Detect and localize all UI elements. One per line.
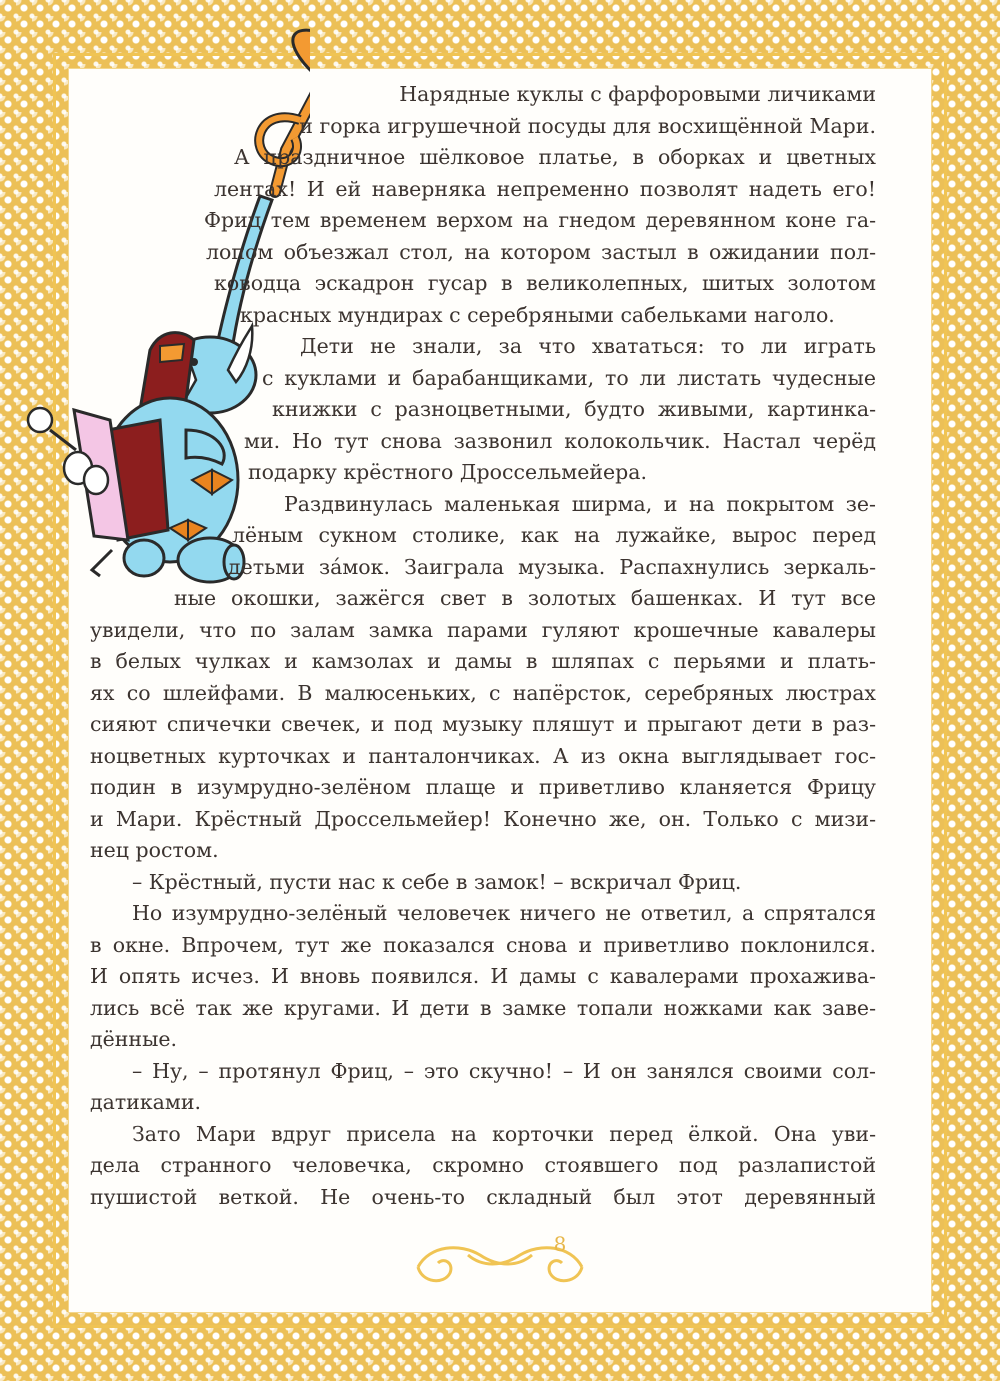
text-line: дела странного человечка, скромно стоявшего под разлапистой (90, 1153, 876, 1177)
text-line: Фриц тем временем верхом на гнедом деревянном коне га- (204, 208, 876, 232)
text-line: Раздвинулась маленькая ширма, и на покрытом зе- (284, 491, 876, 516)
text-line: красных мундирах с серебряными сабельками наголо. (240, 302, 835, 327)
text-line: А праздничное шёлковое платье, в оборках и цветных (234, 145, 876, 169)
text-line: книжки с разноцветными, будто живыми, картинка- (272, 397, 876, 421)
text-line: – Ну, – протянул Фриц, – это скучно! – И он занялся своими сол- (132, 1058, 876, 1083)
text-line: – Крёстный, пусти нас к себе в замок! – вскричал Фриц. (132, 869, 742, 894)
text-line: ные окошки, зажёгся свет в золотых башенках. И тут все (174, 586, 876, 610)
text-line: Дети не знали, за что хвататься: то ли играть (300, 334, 876, 358)
text-line: в окне. Впрочем, тут же показался снова и приветливо поклонился. (90, 932, 876, 957)
story-text (90, 79, 890, 1213)
text-line: детьми зáмок. Заиграла музыка. Распахнулись зеркаль- (228, 554, 876, 579)
text-line: И опять исчез. И вновь появился. И дамы с кавалерами прохажива- (90, 964, 876, 988)
page-number: 8 (553, 1232, 567, 1256)
text-line: датиками. (90, 1090, 202, 1114)
text-line: ноцветных курточках и панталончиках. А из окна выглядывает гос- (90, 743, 876, 768)
text-line: ководца эскадрон гусар в великолепных, шитых золотом (214, 271, 876, 295)
text-line: нец ростом. (90, 838, 219, 862)
text-line: лёным сукном столике, как на лужайке, вырос перед (232, 523, 876, 547)
text-line: и горка игрушечной посуды для восхищённой Мари. (299, 113, 876, 138)
text-line: подин в изумрудно-зелёном плаще и приветливо кланяется Фрицу (90, 775, 876, 799)
text-line: лопом объезжал стол, на котором застыл в ожидании пол- (206, 239, 876, 264)
text-line: сияют спичечки свечек, и под музыку пляшут и прыгают дети в раз- (90, 712, 876, 736)
text-line: увидели, что по залам замка парами гуляют крошечные кавалеры (90, 617, 876, 642)
text-line: ях со шлейфами. В малюсеньких, с напёрсток, серебряных люстрах (90, 680, 876, 705)
text-line: лентах! И ей наверняка непременно позволят надеть его! (214, 176, 876, 201)
text-line: и Мари. Крёстный Дроссельмейер! Конечно же, он. Только с мизи- (90, 806, 876, 831)
text-line: Зато Мари вдруг присела на корточки перед ёлкой. Она уви- (132, 1121, 876, 1146)
text-line: лись всё так же кругами. И дети в замке топали ножками как заве- (90, 995, 876, 1020)
text-line: Нарядные куклы с фарфоровыми личиками (399, 82, 876, 106)
text-line: ми. Но тут снова зазвонил колокольчик. Настал черёд (244, 428, 876, 453)
text-line: подарку крёстного Дроссельмейера. (248, 460, 647, 484)
text-line: Но изумрудно-зелёный человечек ничего не ответил, а спрятался (132, 901, 876, 925)
text-line: пушистой веткой. Не очень-то складный был этот деревянный (90, 1184, 876, 1209)
text-line: в белых чулках и камзолах и дамы в шляпах с перьями и плать- (90, 649, 876, 673)
text-line: с куклами и барабанщиками, то ли листать чудесные (262, 365, 876, 390)
text-line: дённые. (90, 1027, 178, 1051)
